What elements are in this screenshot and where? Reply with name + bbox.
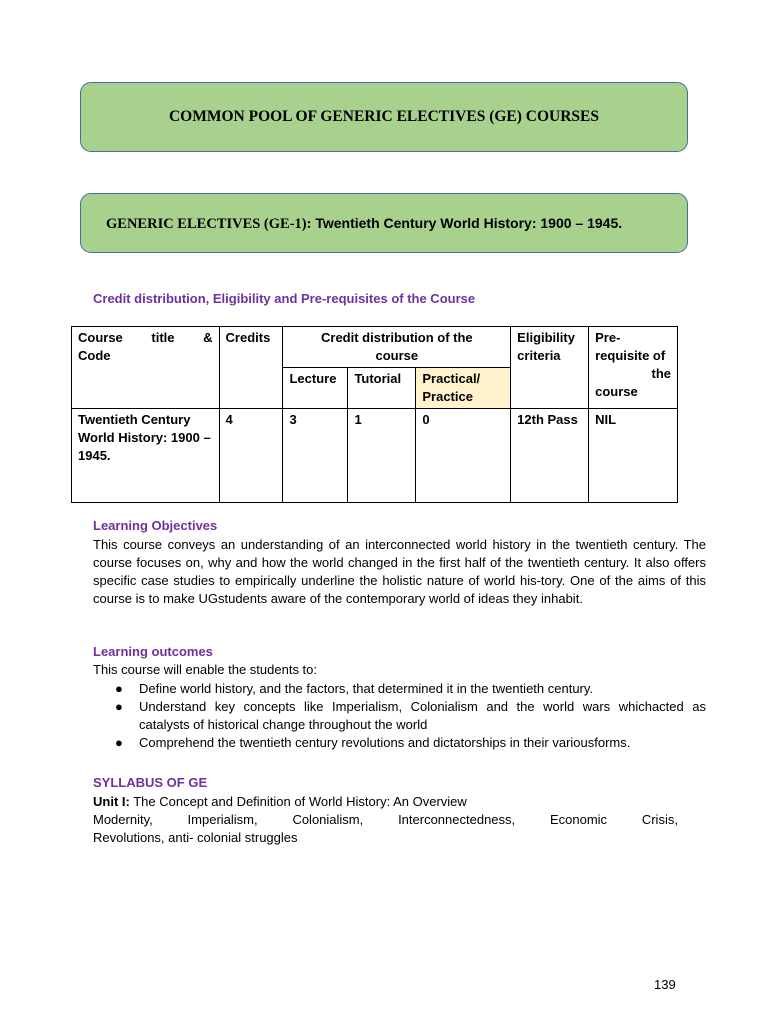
cell-course-title: Twentieth Century World History: 1900 – 1945.: [72, 409, 220, 503]
header-prereq-line1: Pre-: [595, 330, 621, 345]
cell-tutorial: 1: [348, 409, 416, 503]
learning-outcomes-intro: This course will enable the students to:: [93, 662, 318, 677]
bullet-icon: ●: [115, 735, 123, 750]
header-course-title: [72, 327, 220, 409]
cell-lecture: 3: [283, 409, 348, 503]
header-amp: &: [203, 330, 213, 345]
syllabus-heading: SYLLABUS OF GE: [93, 775, 208, 790]
header-tutorial: Tutorial: [348, 368, 416, 409]
header-prereq-line2: requisite of: [595, 348, 666, 363]
course-heading: [106, 215, 622, 233]
unit-title: The Concept and Definition of World History: An Overview: [133, 794, 467, 809]
list-item: [113, 698, 706, 734]
header-prereq-line3: the: [651, 366, 671, 381]
header-course-word: Course: [78, 330, 123, 345]
learning-objectives-text: This course conveys an understanding of an interconnected world history in the twentieth century. The course focuses on, why and how the world changed in the first half of the twentieth century. It also offers specific case studies to empirically underline the holistic nature of world his-tory. One of the aims of this course is to make UGstudents aware of the contemporary world of ideas they inhabit.: [93, 537, 706, 606]
list-item: [113, 734, 706, 752]
topic-word: Economic: [549, 812, 608, 827]
cell-eligibility: 12th Pass: [511, 409, 589, 503]
course-box: [80, 193, 688, 253]
header-credit-distribution: Credit distribution of the course: [283, 327, 511, 368]
bullet-icon: ●: [115, 681, 123, 696]
list-item-text: Define world history, and the factors, that determined it in the twentieth century.: [139, 681, 594, 696]
topic-word: Colonialism,: [292, 812, 364, 827]
header-code-word: Code: [78, 348, 111, 363]
header-title-word: title: [151, 330, 175, 345]
cell-prerequisite: NIL: [589, 409, 678, 503]
header-title: COMMON POOL OF GENERIC ELECTIVES (GE) COURSES: [168, 108, 600, 125]
header-practical: Practical/ Practice: [416, 368, 511, 409]
unit-topics-line2: Revolutions, anti- colonial struggles: [93, 830, 298, 845]
credit-section-heading: Credit distribution, Eligibility and Pre-requisites of the Course: [93, 291, 476, 306]
learning-objectives-heading: Learning Objectives: [93, 518, 218, 533]
header-eligibility: Eligibility criteria: [511, 327, 589, 409]
topic-word: Crisis,: [641, 812, 678, 827]
credit-table: [71, 326, 678, 503]
topic-word: Modernity,: [93, 812, 153, 827]
header-prereq-line4: course: [595, 384, 638, 399]
topic-word: Imperialism,: [187, 812, 258, 827]
header-box: [80, 82, 688, 152]
cell-credits: 4: [219, 409, 283, 503]
unit-topics-line1: [93, 811, 678, 829]
list-item-text: Understand key concepts like Imperialism, Colonialism and the world wars whichacted as catalysts of historical change throughout the world: [139, 699, 706, 732]
header-credits: Credits: [219, 327, 283, 409]
list-item-text: Comprehend the twentieth century revolutions and dictatorships in their variousforms.: [139, 735, 631, 750]
cell-practical: 0: [416, 409, 511, 503]
learning-outcomes-list: [113, 680, 706, 752]
unit-label: Unit I:: [93, 794, 130, 809]
topic-word: Interconnectedness,: [398, 812, 516, 827]
unit-heading: [93, 793, 678, 811]
course-code-label: GENERIC ELECTIVES (GE-1):: [106, 216, 312, 232]
bullet-icon: ●: [115, 699, 123, 714]
header-lecture: Lecture: [283, 368, 348, 409]
learning-outcomes-heading: Learning outcomes: [93, 644, 213, 659]
course-title: Twentieth Century World History: 1900 – 1945.: [315, 215, 623, 231]
page-number: 139: [654, 977, 676, 992]
list-item: [113, 680, 706, 698]
header-prerequisite: [589, 327, 678, 409]
